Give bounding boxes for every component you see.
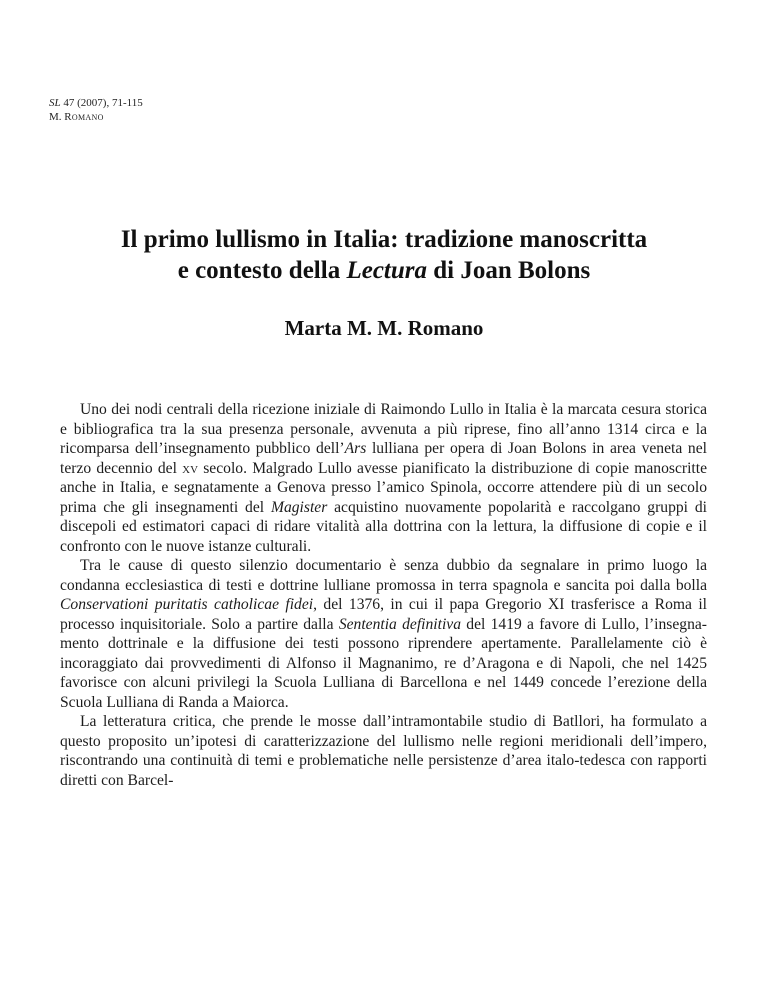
article-title [40,224,728,286]
text-run: Tra le cause di questo silenzio documentario è senza dubbio da segnalare in primo luogo la condanna ecclesiastica di testi e dottrine lulliane promossa in terra spagnola e sancita poi dalla bolla [60,557,707,594]
italic-text: Ars [344,440,367,457]
text-run: del 1419 a favore di Lullo, l’insegnamento dottrinale e la diffusione dei testi possono riprendere apertamente. Parallelamente ciò è incoraggiato dai provvedimenti di Alfonso il Magnanimo, re d’Aragona e di Napoli, che nel 1425 favorisce con alcuni privilegi la Scuola Lulliana di Barcellona e nel 1449 concede l’erezione della Scuola Lulliana di Randa a Maiorca. [60,615,707,711]
author-initial: M. [49,111,65,123]
running-author [49,110,143,124]
running-head [49,96,143,124]
volume-pages: 47 (2007), 71-115 [60,97,143,109]
paragraph [60,400,707,556]
text-run: La letteratura critica, che prende le mosse dall’intramontabile studio di Batllori, ha formulato a questo proposito un’ipotesi di caratterizzazione del lullismo nelle regioni meridionali dell’impero, riscontrando una continuità di temi e problematiche nelle persistenze d’area italo-tedesca con rapporti diretti con Barcel- [60,713,707,789]
text-run: secolo. Malgrado Lullo avesse pianificato la distribuzione di copie manoscritte anche in Italia, e segnatamente a Genova presso l’amico Spinola, occorre attendere più di un secolo prima che gli insegnamenti del [60,459,707,516]
title-italic-lectura: Lectura [346,257,427,284]
journal-citation [49,96,143,110]
paragraph [60,712,707,790]
italic-text: Sententia definitiva [338,615,462,633]
body-text [60,400,707,790]
title-line-2: e contesto della Lectura di Joan Bolons [177,257,591,284]
paragraph [60,556,707,712]
text-run: acquistino nuovamente popolarità e raccolgano gruppi di discepoli ed estimatori capaci di ridare vitalità alla dottrina con la lettura, la diffusione di copie e il confronto con le nuove istanze culturali. [60,498,707,555]
title-line-1: Il primo lullismo in Italia: tradizione manoscritta [120,226,648,253]
author-surname: Romano [64,111,104,123]
article-author: Marta M. M. Romano [284,316,484,340]
text-run: lulliana per opera di Joan Bolons in area veneta nel terzo decennio del [60,440,707,477]
italic-text: Conservationi puritatis catholicae fidei [60,596,314,613]
italic-text: Magister [270,498,328,516]
journal-abbrev: SL [49,97,61,109]
text-run: , del 1376, in cui il papa Gregorio XI trasferisce a Roma il processo inquisitoriale. Solo a partire dalla [60,596,707,633]
text-run: xv [182,459,199,477]
text-run: Uno dei nodi centrali della ricezione iniziale di Raimondo Lullo in Italia è la marcata cesura storica e bibliografica tra la sua presenza personale, avvenuta a più riprese, fino all’anno 1314 circa e la ricomparsa dell’insegnamento pubblico dell’ [60,401,707,457]
